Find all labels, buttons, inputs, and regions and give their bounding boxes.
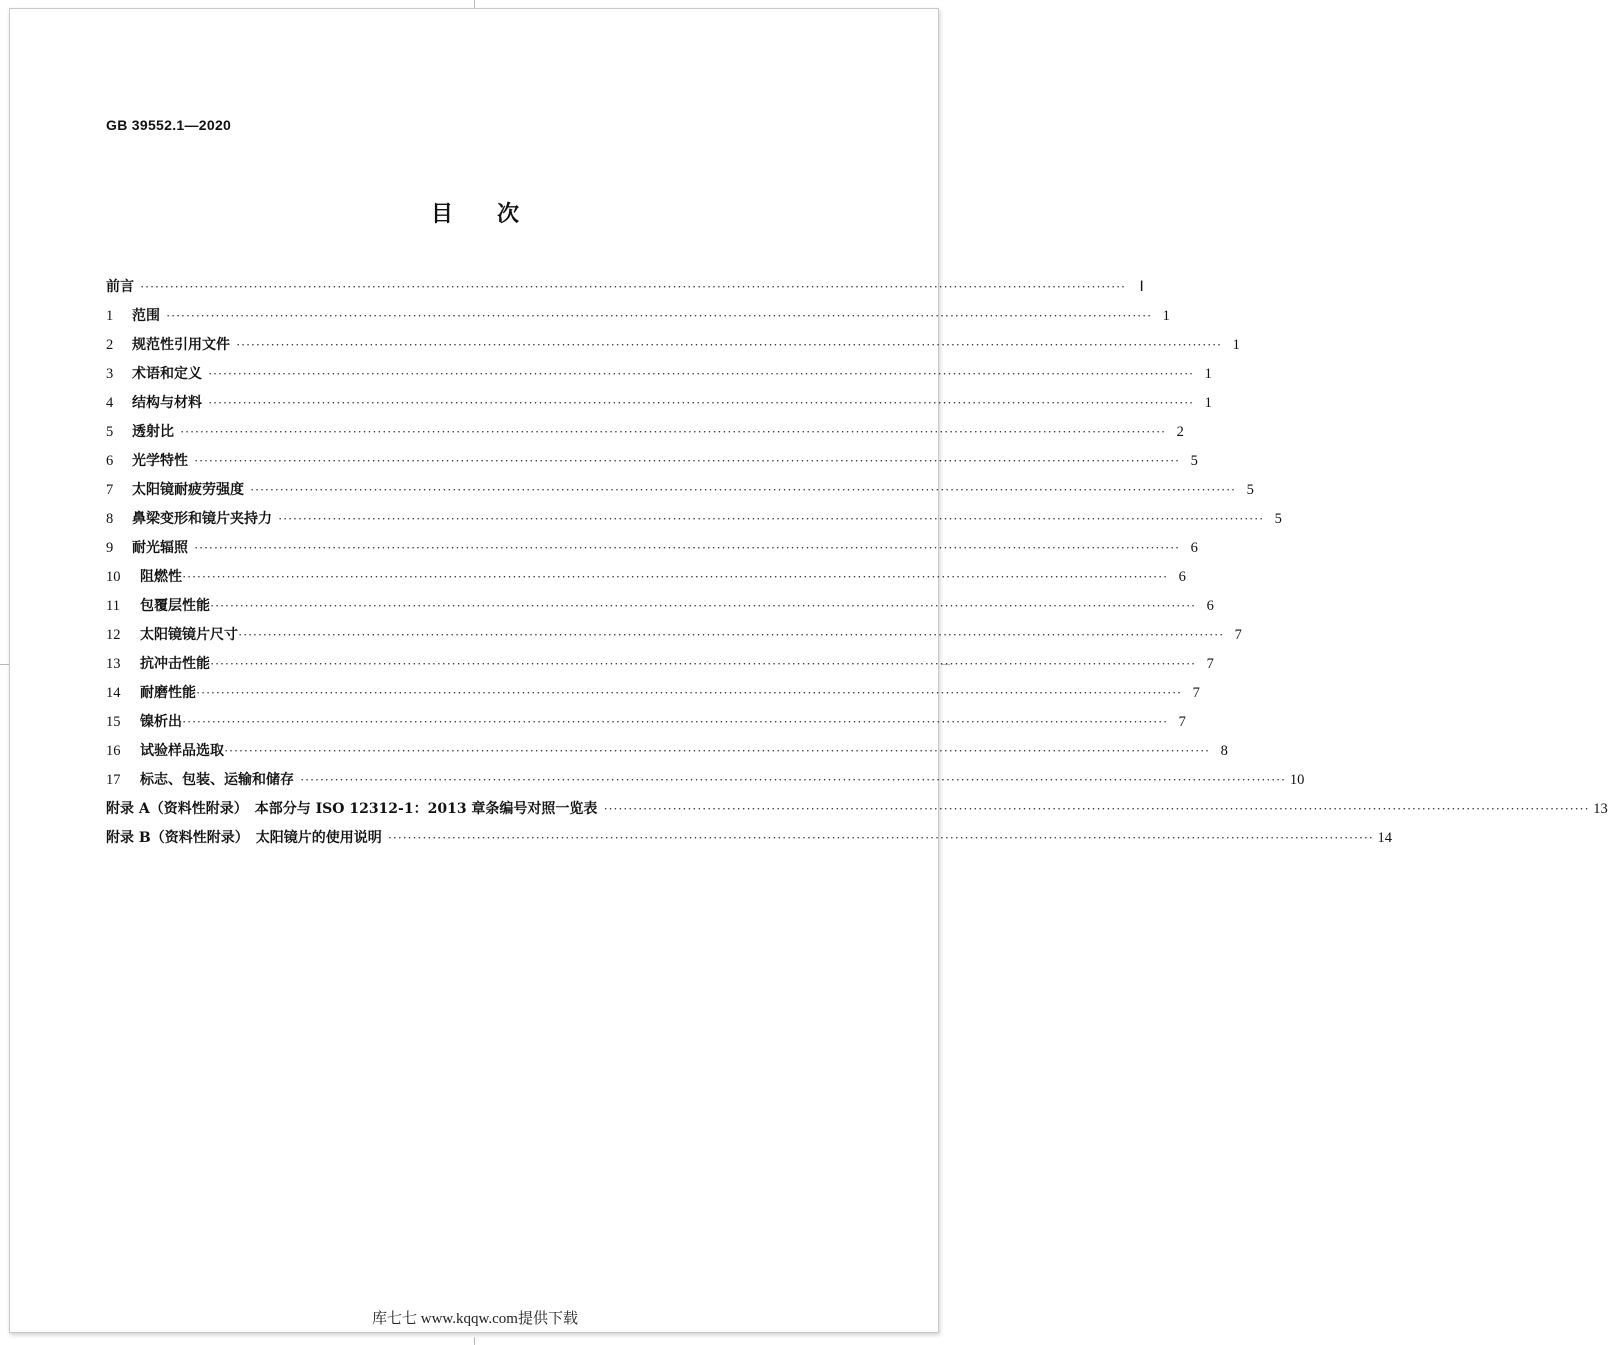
toc-entry-number: 10	[106, 569, 121, 585]
toc-entry-page: 7	[1192, 685, 1200, 701]
toc-entry-label: 透射比	[132, 424, 174, 440]
toc-entry-number: 9	[106, 540, 114, 556]
toc-entry-number: 8	[106, 511, 114, 527]
toc-entry-number: 5	[106, 424, 114, 440]
toc-entry-number: 15	[106, 714, 121, 730]
toc-entry-label: 术语和定义	[132, 366, 202, 382]
toc-entry-page: 13	[1593, 801, 1608, 817]
toc-entry-page: 6	[1178, 569, 1186, 585]
toc-entry-label: 范围	[132, 308, 160, 324]
toc-entry-label: 附录 A（资料性附录） 本部分与 ISO 12312-1：2013 章条编号对照一览表	[106, 801, 598, 817]
toc-heading: 目 次	[430, 202, 519, 227]
toc-entry-page: 1	[1204, 366, 1212, 382]
toc-leader-dots: ········································································································································································································	[180, 424, 1166, 439]
toc-entry-page: 6	[1206, 598, 1214, 614]
toc-leader-dots: ········································································································································································································	[210, 598, 1196, 613]
toc-leader-dots: ········································································································································································································	[166, 308, 1152, 323]
toc-leader-dots: ········································································································································································································	[196, 685, 1182, 700]
toc-entry-page: 7	[1234, 627, 1242, 643]
toc-entry-label: 耐光辐照	[132, 540, 188, 556]
toc-entry-label: 前言	[106, 279, 134, 295]
toc-entry-page: 5	[1274, 511, 1282, 527]
toc-entry-page: 2	[1176, 424, 1184, 440]
toc-entry-page: 1	[1162, 308, 1170, 324]
toc-entry-number: 17	[106, 772, 121, 788]
toc-entry-number: 1	[106, 308, 114, 324]
toc-leader-dots: ········································································································································································································	[194, 540, 1180, 555]
toc-entry-label: 耐磨性能	[140, 685, 196, 701]
toc-entry[interactable]	[106, 653, 1214, 682]
toc-entry-label: 太阳镜耐疲劳强度	[132, 482, 244, 498]
toc-leader-dots: ········································································································································································································	[603, 801, 1590, 816]
toc-entry[interactable]	[106, 798, 1608, 827]
table-of-contents	[106, 276, 1608, 856]
standard-code: GB 39552.1—2020	[106, 117, 232, 133]
toc-entry-number: 4	[106, 395, 114, 411]
toc-leader-dots: ········································································································································································································	[140, 279, 1126, 294]
toc-entry[interactable]	[106, 682, 1200, 711]
toc-entry[interactable]	[106, 769, 1305, 798]
toc-entry-page: 14	[1377, 830, 1393, 846]
toc-entry-page: Ⅰ	[1139, 279, 1144, 295]
toc-entry-page: 1	[1232, 337, 1240, 353]
toc-entry-label: 光学特性	[132, 453, 188, 469]
toc-entry-page: 5	[1246, 482, 1254, 498]
toc-entry-label: 包覆层性能	[140, 598, 210, 614]
toc-entry[interactable]	[106, 363, 1212, 392]
toc-entry[interactable]	[106, 305, 1170, 334]
toc-entry[interactable]	[106, 421, 1184, 450]
toc-leader-dots: ········································································································································································································	[208, 366, 1194, 381]
toc-entry-number: 13	[106, 656, 121, 672]
toc-entry-number: 3	[106, 366, 114, 382]
crop-mark	[474, 0, 475, 8]
toc-leader-dots: ········································································································································································································	[210, 656, 1196, 671]
toc-entry-page: 8	[1220, 743, 1228, 759]
toc-leader-dots: ········································································································································································································	[194, 453, 1180, 468]
toc-entry-number: 12	[106, 627, 121, 643]
toc-leader-dots: ········································································································································································································	[224, 743, 1210, 758]
toc-entry[interactable]	[106, 276, 1144, 305]
toc-entry-page: 5	[1190, 453, 1198, 469]
toc-entry-label: 附录 B（资料性附录） 太阳镜片的使用说明	[106, 830, 382, 846]
toc-entry-label: 抗冲击性能	[140, 656, 210, 672]
toc-entry[interactable]	[106, 624, 1242, 653]
toc-leader-dots: ········································································································································································································	[182, 714, 1168, 729]
toc-leader-dots: ········································································································································································································	[300, 772, 1286, 787]
toc-entry[interactable]	[106, 711, 1186, 740]
toc-leader-dots: ········································································································································································································	[208, 395, 1194, 410]
toc-entry[interactable]	[106, 566, 1186, 595]
toc-entry-label: 太阳镜镜片尺寸	[140, 627, 238, 643]
toc-entry-label: 阻燃性	[140, 569, 182, 585]
toc-entry[interactable]	[106, 827, 1393, 856]
toc-entry-page: 10	[1289, 772, 1305, 788]
crop-mark	[0, 664, 9, 665]
toc-entry-label: 试验样品选取	[140, 743, 224, 759]
toc-entry-page: 1	[1204, 395, 1212, 411]
toc-leader-dots: ········································································································································································································	[182, 569, 1168, 584]
toc-entry-label: 结构与材料	[132, 395, 202, 411]
toc-entry-label: 鼻梁变形和镜片夹持力	[132, 511, 272, 527]
toc-leader-dots: ········································································································································································································	[387, 830, 1374, 845]
toc-entry-page: 7	[1178, 714, 1186, 730]
toc-entry[interactable]	[106, 508, 1282, 537]
toc-leader-dots: ········································································································································································································	[236, 337, 1222, 352]
toc-entry-label: 标志、包装、运输和储存	[140, 772, 294, 788]
download-footer: 库七七 www.kqqw.com提供下载	[372, 1311, 578, 1327]
toc-entry[interactable]	[106, 740, 1228, 769]
toc-entry-number: 11	[106, 598, 120, 614]
toc-entry-page: 6	[1190, 540, 1198, 556]
toc-entry-number: 7	[106, 482, 114, 498]
toc-entry-number: 2	[106, 337, 114, 353]
toc-leader-dots: ········································································································································································································	[250, 482, 1236, 497]
toc-entry-number: 16	[106, 743, 121, 759]
toc-entry[interactable]	[106, 450, 1198, 479]
toc-leader-dots: ········································································································································································································	[238, 627, 1224, 642]
toc-entry[interactable]	[106, 334, 1240, 363]
toc-entry-number: 6	[106, 453, 114, 469]
toc-entry[interactable]	[106, 537, 1198, 566]
toc-entry-label: 镍析出	[140, 714, 182, 730]
toc-entry[interactable]	[106, 595, 1214, 624]
toc-entry[interactable]	[106, 392, 1212, 421]
toc-entry-page: 7	[1206, 656, 1214, 672]
toc-entry[interactable]	[106, 479, 1254, 508]
crop-mark	[474, 1337, 475, 1345]
toc-leader-dots: ········································································································································································································	[278, 511, 1264, 526]
toc-entry-number: 14	[106, 685, 121, 701]
toc-entry-label: 规范性引用文件	[132, 337, 230, 353]
